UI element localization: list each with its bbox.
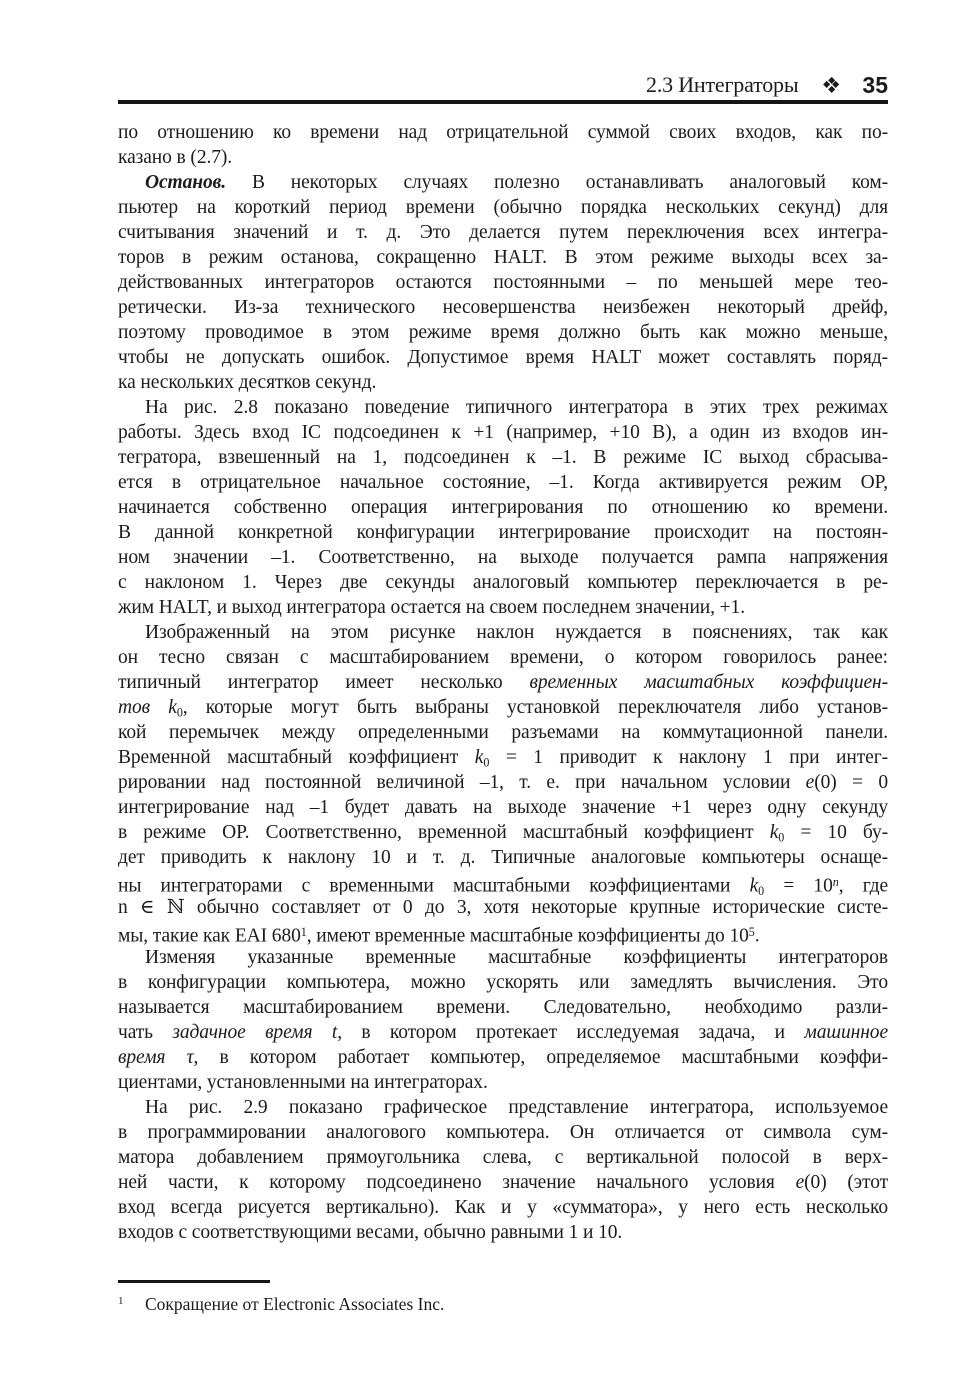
text-line: чать задачное время t, в котором протекает исследуемая задача, и машинное (118, 1022, 888, 1043)
footnote-rule (118, 1280, 270, 1283)
text-line: дет приводить к наклону 10 и т. д. Типичные аналоговые компьютеры оснаще- (118, 847, 888, 868)
footnote (118, 1290, 888, 1315)
text-line: тегратора, взвешенный на 1, подсоединен к –1. В режиме IC выход сбрасыва- (118, 447, 888, 468)
text-line: циентами, установленными на интеграторах. (118, 1072, 488, 1093)
text-line: с наклоном 1. Через две секунды аналоговый компьютер переключается в ре- (118, 572, 888, 593)
header-rule (118, 100, 888, 104)
paragraph (118, 120, 888, 170)
text-line: в конфигурации компьютера, можно ускорять или замедлять вычисления. Это (118, 972, 888, 993)
paragraph (118, 1095, 888, 1245)
page-header (118, 72, 888, 98)
text-line: начинается собственно операция интегрирования по отношению ко времени. (118, 497, 888, 518)
text-line: n ∈ ℕ обычно составляет от 0 до 3, хотя некоторые крупные исторические систе- (118, 897, 888, 918)
text-line: поэтому проводимое в этом режиме время должно быть как можно меньше, (118, 322, 888, 343)
text-line: кой перемычек между определенными разъемами на коммутационной панели. (118, 722, 888, 743)
text-line: ка нескольких десятков секунд. (118, 372, 377, 393)
text-line: он тесно связан с масштабированием времени, о котором говорилось ранее: (118, 647, 888, 668)
paragraph (118, 620, 888, 945)
page-body (118, 120, 888, 1245)
text-line: На рис. 2.9 показано графическое представление интегратора, используемое (145, 1097, 888, 1118)
text-line: торов в режим останова, сокращенно HALT. В этом режиме выходы всех за- (118, 247, 888, 268)
text-line: ется в отрицательное начальное состояние, –1. Когда активируется режим OP, (118, 472, 888, 493)
footnote-marker: 1 (118, 1295, 124, 1307)
text-line: в режиме OP. Соответственно, временной масштабный коэффициент $k_0 = 10$ бу- (118, 822, 888, 845)
paragraph (118, 170, 888, 395)
diamond-icon (824, 78, 838, 92)
text-line: жим HALT, и выход интегратора остается на своем последнем значении, +1. (118, 597, 745, 618)
text-line: казано в (2.7). (118, 147, 233, 168)
text-line: работы. Здесь вход IC подсоединен к +1 (например, +10 В), а один из входов ин- (118, 422, 888, 443)
section-title: 2.3 Интеграторы (646, 72, 799, 97)
text-line: Изображенный на этом рисунке наклон нуждается в пояснениях, так как (145, 622, 888, 643)
text-line: Временной масштабный коэффициент $k_0 = 1$ приводит к наклону 1 при интег- (118, 747, 888, 770)
text-line: действованных интеграторов остаются постоянными – по меньшей мере тео- (118, 272, 888, 293)
text-line: мы, такие как EAI $680^1$, имеют временные масштабные коэффициенты до $10^5$. (118, 925, 760, 945)
text-line: матора добавлением прямоугольника слева, с вертикальной полосой в верх- (118, 1147, 888, 1168)
footnote-text: Сокращение от Electronic Associates Inc. (145, 1294, 445, 1314)
text-line: типичный интегратор имеет несколько временных масштабных коэффициен- (118, 672, 888, 693)
text-line: чтобы не допускать ошибок. Допустимое время HALT может составлять поряд- (118, 347, 888, 368)
text-line: Останов. В некоторых случаях полезно останавливать аналоговый ком- (145, 172, 888, 193)
text-line: ны интеграторами с временными масштабными коэффициентами $k_0 = 10^n$, где (118, 875, 888, 895)
text-line: пьютер на короткий период времени (обычно порядка нескольких секунд) для (118, 197, 888, 218)
text-line: время τ, в котором работает компьютер, определяемое масштабными коэффи- (118, 1047, 888, 1068)
text-line: тов $k_0$, которые могут быть выбраны установкой переключателя либо установ- (118, 697, 888, 720)
text-line: называется масштабированием времени. Следовательно, необходимо разли- (118, 997, 888, 1018)
text-line: интегрирование над –1 будет давать на выходе значение +1 через одну секунду (118, 797, 888, 818)
text-line: На рис. 2.8 показано поведение типичного интегратора в этих трех режимах (145, 397, 888, 418)
text-line: ней части, к которому подсоединено значение начального условия e(0) (этот (118, 1172, 888, 1193)
paragraph (118, 945, 888, 1095)
text-line: входов с соответствующими весами, обычно равными 1 и 10. (118, 1222, 623, 1243)
text-line: ретически. Из-за технического несовершенства неизбежен некоторый дрейф, (118, 297, 888, 318)
page-number: 35 (862, 72, 888, 98)
text-line: считывания значений и т. д. Это делается путем переключения всех интегра- (118, 222, 888, 243)
text-line: по отношению ко времени над отрицательной суммой своих входов, как по- (118, 122, 888, 143)
text-line: рировании над постоянной величиной –1, т. е. при начальном условии e(0) = 0 (118, 772, 888, 793)
paragraph (118, 395, 888, 620)
text-line: в программировании аналогового компьютера. Он отличается от символа сум- (118, 1122, 888, 1143)
text-line: В данной конкретной конфигурации интегрирование происходит на постоян- (118, 522, 888, 543)
text-line: ном значении –1. Соответственно, на выходе получается рампа напряжения (118, 547, 888, 568)
text-line: Изменяя указанные временные масштабные коэффициенты интеграторов (145, 947, 888, 968)
text-line: вход всегда рисуется вертикально). Как и у «сумматора», у него есть несколько (118, 1197, 888, 1218)
